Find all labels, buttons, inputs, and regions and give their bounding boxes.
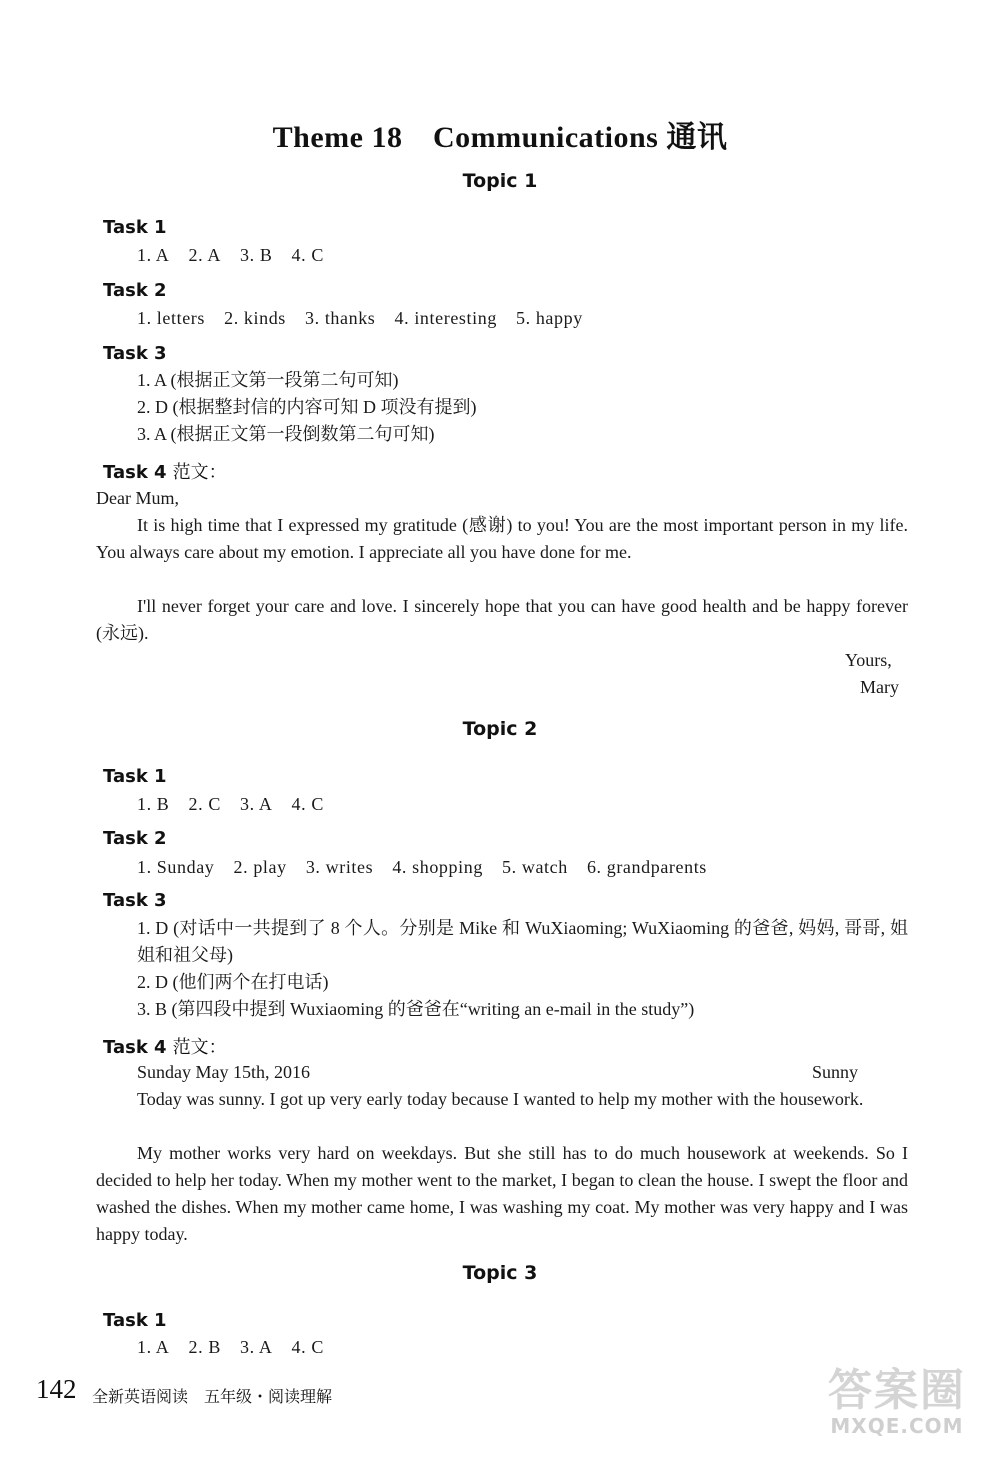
topic-2-task-2-label: Task 2 xyxy=(103,828,167,849)
answer-item: 1. letters xyxy=(137,308,205,328)
answer-item: 2. A xyxy=(188,245,221,265)
topic-2-task-3-answer-2: 2. D (他们两个在打电话) xyxy=(137,972,329,992)
topic-1-task-3-answer-1: 1. A (根据正文第一段第二句可知) xyxy=(137,370,399,390)
watermark-logo xyxy=(812,1354,982,1438)
topic-3-heading: Topic 3 xyxy=(462,1262,538,1284)
answer-item: 2. play xyxy=(233,857,287,877)
topic-3-task-1-answers xyxy=(137,1334,338,1361)
task-label: Task 4 xyxy=(103,1037,167,1058)
topic-2-task-3-label: Task 3 xyxy=(103,890,167,911)
diary-paragraph-1: Today was sunny. I got up very early today because I wanted to help my mother with the housework. xyxy=(137,1089,864,1109)
answer-item: 3. B xyxy=(240,245,273,265)
answer-item: 4. C xyxy=(291,1337,324,1357)
topic-1-heading: Topic 1 xyxy=(462,170,538,192)
model-essay-note: 范文： xyxy=(172,1037,227,1058)
answer-item: 3. A xyxy=(240,794,273,814)
answer-item: 1. B xyxy=(137,794,170,814)
letter-paragraph-2: I'll never forget your care and love. I sincerely hope that you can have good health and be happy forever (永远). xyxy=(96,596,908,643)
topic-2-task-4-label xyxy=(103,1033,227,1059)
answer-item: 3. writes xyxy=(305,857,374,877)
diary-paragraph-2: My mother works very hard on weekdays. But she still has to do much housework at weekends. So I decided to help her today. When my mother went to the market, I began to clean the house. I swept the floor and washed the dishes. When my mother came home, I was washing my coat. My mother was very happy and I was happy today. xyxy=(96,1143,908,1244)
answer-item: 4. interesting xyxy=(394,308,497,328)
answer-item: 6. grandparents xyxy=(586,857,707,877)
topic-1-task-3-answer-2: 2. D (根据整封信的内容可知 D 项没有提到) xyxy=(137,397,477,417)
answer-item: 3. thanks xyxy=(305,308,376,328)
page-title: Theme 18 Communications 通讯 xyxy=(272,121,728,154)
topic-2-task-1-label: Task 1 xyxy=(103,766,167,787)
letter-paragraph-1: It is high time that I expressed my gratitude (感谢) to you! You are the most important person in my life. You always care about my emotion. I appreciate all you have done for me. xyxy=(96,515,908,562)
book-title: 全新英语阅读 五年级・阅读理解 xyxy=(92,1387,333,1406)
watermark-mark: 答案圈 xyxy=(828,1365,966,1416)
topic-2-task-3-answer-1 xyxy=(137,915,908,969)
letter-greeting: Dear Mum, xyxy=(96,488,179,508)
topic-2-task-3-answer-3: 3. B (第四段中提到 Wuxiaoming 的爸爸在“writing an e-mail in the study”) xyxy=(137,999,695,1019)
topic-1-task-4-label xyxy=(103,458,227,484)
answer-item: 1. Sunday xyxy=(137,857,215,877)
task-label: Task 4 xyxy=(103,462,167,483)
watermark-url: MXQE.COM xyxy=(830,1414,964,1438)
answer-item: 1. A xyxy=(137,245,170,265)
answer-item: 3. A xyxy=(240,1337,273,1357)
answer-item: 2. kinds xyxy=(224,308,286,328)
diary-date: Sunday May 15th, 2016 xyxy=(137,1062,310,1082)
answer-item: 5. watch xyxy=(502,857,568,877)
answer-text: 1. D (对话中一共提到了 8 个人。分别是 Mike 和 WuXiaoming; WuXiaoming 的爸爸, 妈妈, 哥哥, 姐姐和祖父母) xyxy=(137,918,908,965)
topic-1-task-1-answers xyxy=(137,242,338,269)
diary-weather: Sunny xyxy=(812,1062,859,1082)
model-essay-note: 范文： xyxy=(172,462,227,483)
topic-1-task-1-label: Task 1 xyxy=(103,217,167,238)
topic-1-task-3-label: Task 3 xyxy=(103,343,167,364)
topic-1-task-3-answer-3: 3. A (根据正文第一段倒数第二句可知) xyxy=(137,424,435,444)
answer-item: 2. C xyxy=(188,794,221,814)
topic-1-task-2-answers xyxy=(137,305,597,332)
letter-closing: Yours, xyxy=(845,650,892,670)
answer-item: 2. B xyxy=(188,1337,221,1357)
letter-signature: Mary xyxy=(860,677,899,697)
topic-1-task-2-label: Task 2 xyxy=(103,280,167,301)
topic-2-task-2-answers xyxy=(137,854,721,881)
page-number: 142 xyxy=(36,1374,77,1404)
answer-item: 1. A xyxy=(137,1337,170,1357)
answer-item: 4. C xyxy=(291,794,324,814)
answer-item: 5. happy xyxy=(516,308,583,328)
topic-2-task-1-answers xyxy=(137,791,338,818)
answer-item: 4. C xyxy=(291,245,324,265)
topic-3-task-1-label: Task 1 xyxy=(103,1310,167,1331)
answer-item: 4. shopping xyxy=(392,857,483,877)
topic-2-heading: Topic 2 xyxy=(462,718,538,740)
